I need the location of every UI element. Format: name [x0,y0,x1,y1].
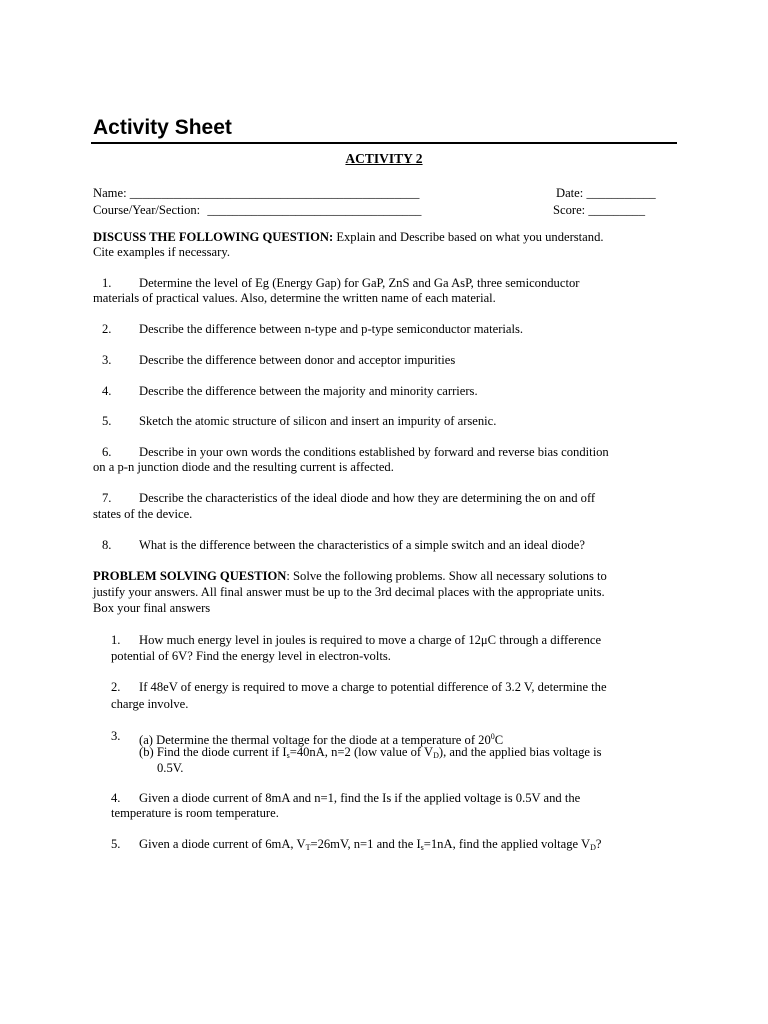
problem-p4-line2: temperature is room temperature. [111,806,279,820]
discuss-q8-text: What is the difference between the characteristics of a simple switch and an ideal diode? [139,538,585,552]
discuss-q2-number: 2. [102,322,112,336]
problem-p5-text4: ? [595,837,602,851]
discuss-q5-text: Sketch the atomic structure of silicon and insert an impurity of arsenic. [139,414,497,428]
discuss-q7-number: 7. [102,491,112,505]
problem-p3-number: 3. [111,729,121,743]
course-field [93,203,421,219]
problem-p3-b-text1: (b) Find the diode current if I [139,745,287,759]
problem-p5-subscript3: D [590,843,596,852]
discuss-q7-line1: Describe the characteristics of the ideal diode and how they are determining the on and off [139,491,596,505]
discuss-intro-line1: Explain and Describe based on what you understand. [333,230,604,244]
problem-p5-text3: =1nA, find the applied voltage V [423,837,591,851]
problem-p1-line2: potential of 6V? Find the energy level in electron-volts. [111,649,391,663]
course-blank: __________________________________ [207,203,422,217]
problem-p3-b-subscript1: s [286,751,290,760]
discuss-q4-text: Describe the difference between the majority and minority carriers. [139,384,478,398]
date-label: Date: [556,186,584,200]
problem-p3-b-text2: =40nA, n=2 (low value of V [289,745,434,759]
name-label: Name: [93,186,127,200]
discuss-q5-number: 5. [102,414,112,428]
date-field [556,186,656,202]
problem-intro-line2: justify your answers. All final answer must be up to the 3rd decimal places with the appropriate units. [93,585,605,599]
title-divider [91,142,677,144]
problem-p3-a-text: (a) Determine the thermal voltage for the diode at a temperature of 20 [139,733,491,747]
activity-heading: ACTIVITY 2 [345,151,423,166]
name-blank: ______________________________________________ [129,186,420,200]
discuss-q6-line1: Describe in your own words the conditions established by forward and reverse bias condition [139,445,609,459]
problem-p5-text1: Given a diode current of 6mA, V [139,837,306,851]
problem-p3-b-line2: 0.5V. [157,761,184,775]
problem-p2-line1: If 48eV of energy is required to move a charge to potential difference of 3.2 V, determine the [139,680,607,694]
discuss-q6-number: 6. [102,445,112,459]
discuss-q8-number: 8. [102,538,112,552]
problem-p3-a-unit: C [494,733,504,747]
problem-p3-a-superscript: 0 [490,732,495,741]
discuss-q3-text: Describe the difference between donor and acceptor impurities [139,353,456,367]
problem-p3-b-text3: ), and the applied bias voltage is [438,745,602,759]
page-title: Activity Sheet [93,116,232,139]
discuss-q4-number: 4. [102,384,112,398]
problem-intro-line1: : Solve the following problems. Show all necessary solutions to [286,569,607,583]
problem-p3-part-b [139,745,602,764]
discuss-q2-text: Describe the difference between n-type and p-type semiconductor materials. [139,322,524,336]
discuss-q1-line2: materials of practical values. Also, determine the written name of each material. [93,291,496,305]
problem-p3-b-subscript2: D [433,751,439,760]
score-blank: _________ [588,203,646,217]
discuss-heading: DISCUSS THE FOLLOWING QUESTION: [93,230,334,244]
problem-p5-subscript1: T [305,843,311,852]
problem-intro-line3: Box your final answers [93,601,211,615]
problem-p5-text [139,837,602,856]
discuss-q1-line1: Determine the level of Eg (Energy Gap) for GaP, ZnS and Ga AsP, three semiconductor [139,276,580,290]
problem-p4-line1: Given a diode current of 8mA and n=1, find the Is if the applied voltage is 0.5V and the [139,791,581,805]
score-field [553,203,645,219]
course-label: Course/Year/Section: [93,203,201,217]
discuss-intro-line2: Cite examples if necessary. [93,245,230,259]
discuss-q7-line2: states of the device. [93,507,193,521]
problem-p2-line2: charge involve. [111,697,189,711]
problem-p5-text2: =26mV, n=1 and the I [310,837,421,851]
discuss-q6-line2: on a p-n junction diode and the resulting current is affected. [93,460,394,474]
score-label: Score: [553,203,586,217]
problem-p4-number: 4. [111,791,121,805]
problem-p5-number: 5. [111,837,121,851]
problem-p5-subscript2: s [420,843,424,852]
discuss-intro [93,230,604,246]
problem-intro [93,569,607,585]
problem-p1-line1: How much energy level in joules is required to move a charge of 12μC through a difference [139,633,602,647]
discuss-q1-number: 1. [102,276,112,290]
name-field [93,186,419,202]
problem-p1-number: 1. [111,633,121,647]
date-blank: ___________ [586,186,656,200]
discuss-q3-number: 3. [102,353,112,367]
problem-p2-number: 2. [111,680,121,694]
problem-heading: PROBLEM SOLVING QUESTION [93,569,287,583]
